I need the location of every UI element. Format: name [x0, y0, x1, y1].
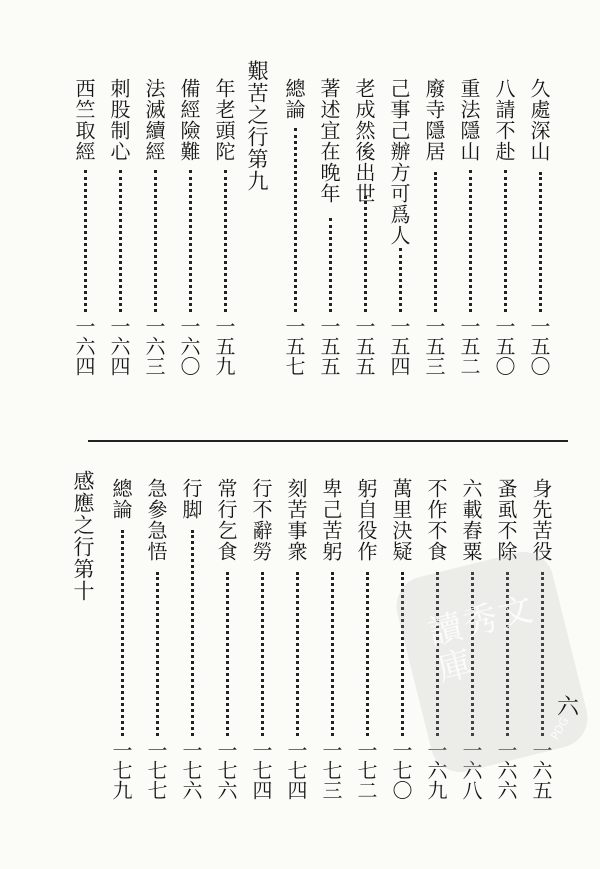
- toc-leader: [156, 572, 159, 736]
- toc-leader: [399, 248, 402, 312]
- toc-entry-page: 一六四: [107, 316, 131, 376]
- toc-entry-title: 萬里決疑: [389, 478, 413, 562]
- toc-leader: [121, 530, 124, 736]
- toc-leader: [366, 572, 369, 736]
- toc-entry-title: 刻苦事衆: [284, 478, 308, 562]
- toc-entry-page: 一五〇: [527, 316, 551, 376]
- toc-entry-title: 蚤虱不除: [494, 478, 518, 562]
- toc-entry-page: 一六四: [72, 316, 96, 376]
- toc-entry-page: 一六六: [494, 740, 518, 800]
- page-number: 六: [557, 695, 580, 720]
- toc-leader: [226, 572, 229, 736]
- toc-entry-page: 一五〇: [492, 316, 516, 376]
- toc-entry-page: 一七七: [144, 740, 168, 800]
- toc-entry-page: 一七三: [319, 740, 343, 800]
- toc-entry-page: 一六三: [142, 316, 166, 376]
- section-divider: [88, 440, 568, 442]
- toc-entry-title: 刺股制心: [107, 78, 131, 162]
- toc-leader: [434, 172, 437, 312]
- toc-entry-title: 總論: [109, 478, 133, 520]
- watermark-stamp-text: 讀秀文庫: [424, 588, 539, 691]
- toc-entry-page: 一五二: [457, 316, 481, 376]
- toc-leader: [261, 572, 264, 736]
- toc-entry-page: 一七九: [109, 740, 133, 800]
- toc-entry-page: 一七四: [249, 740, 273, 800]
- toc-entry-page: 一六〇: [177, 316, 201, 376]
- toc-entry-page: 一七二: [354, 740, 378, 800]
- toc-entry-page: 一五五: [352, 316, 376, 376]
- toc-entry-page: 一六九: [424, 740, 448, 800]
- toc-entry-title: 重法隱山: [457, 78, 481, 162]
- toc-entry-title: 備經險難: [177, 78, 201, 162]
- toc-entry-title: 己事己辦方可爲人: [387, 78, 411, 246]
- toc-leader: [294, 128, 297, 312]
- toc-entry-title: 久處深山: [527, 78, 551, 162]
- toc-entry-title: 年老頭陀: [212, 78, 236, 162]
- toc-entry-title: 身先苦役: [529, 478, 553, 562]
- toc-leader: [504, 170, 507, 312]
- toc-entry-title: 卑己苦躬: [319, 478, 343, 562]
- toc-entry-page: 一六八: [459, 740, 483, 800]
- chapter-heading: 艱苦之行第九: [245, 60, 269, 192]
- toc-entry-title: 躬自役作: [354, 478, 378, 562]
- watermark-pdg-label: PDG: [548, 715, 572, 742]
- toc-entry-page: 一七四: [284, 740, 308, 800]
- toc-entry-title: 八請不赴: [492, 78, 516, 162]
- toc-entry-title: 不作不食: [424, 478, 448, 562]
- toc-leader: [539, 172, 542, 312]
- toc-leader: [84, 170, 87, 312]
- toc-entry-title: 急參急悟: [144, 478, 168, 562]
- toc-entry-page: 一七六: [179, 740, 203, 800]
- toc-entry-title: 行不辭勞: [249, 478, 273, 562]
- toc-entry-page: 一六五: [529, 740, 553, 800]
- toc-entry-title: 行脚: [179, 478, 203, 520]
- toc-entry-page: 一五四: [387, 316, 411, 376]
- toc-entry-title: 常行乞食: [214, 478, 238, 562]
- toc-entry-page: 一七〇: [389, 740, 413, 800]
- toc-leader: [331, 572, 334, 736]
- toc-leader: [119, 170, 122, 312]
- toc-leader: [224, 170, 227, 312]
- toc-leader: [191, 530, 194, 736]
- toc-entry-title: 法滅續經: [142, 78, 166, 162]
- toc-entry-title: 西竺取經: [72, 78, 96, 162]
- toc-entry-page: 一五七: [282, 316, 306, 376]
- toc-leader: [329, 218, 332, 312]
- toc-entry-page: 一五三: [422, 316, 446, 376]
- toc-entry-title: 總論: [282, 78, 306, 120]
- toc-entry-page: 一七六: [214, 740, 238, 800]
- toc-entry-title: 廢寺隱居: [422, 78, 446, 162]
- toc-leader: [154, 170, 157, 312]
- chapter-heading: 感應之行第十: [71, 470, 95, 602]
- toc-entry-page: 一五五: [317, 316, 341, 376]
- toc-leader: [469, 170, 472, 312]
- toc-entry-title: 老成然後出世: [352, 78, 376, 204]
- toc-entry-title: 著述宜在晚年: [317, 78, 341, 204]
- toc-leader: [364, 196, 367, 312]
- toc-entry-page: 一五九: [212, 316, 236, 376]
- toc-leader: [296, 572, 299, 736]
- toc-entry-title: 六載舂粟: [459, 478, 483, 562]
- toc-leader: [189, 170, 192, 312]
